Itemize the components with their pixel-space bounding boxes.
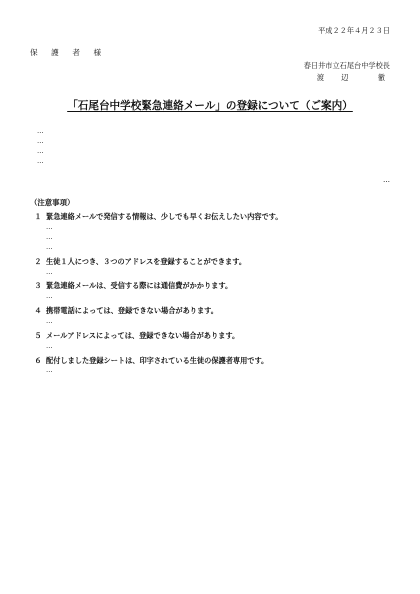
notice-item-text: … <box>46 267 53 276</box>
notice-item-number: ６ <box>34 355 42 365</box>
document-title-text: 「石尾台中学校緊急連絡メール」の登録について（ご案内） <box>67 100 353 113</box>
notice-item-text: … <box>46 242 53 251</box>
notice-item-body <box>46 257 390 278</box>
sender-organization: 春日井市立石尾台中学校長 <box>303 61 390 71</box>
notice-item-text: … <box>46 341 53 350</box>
sender-name: 渡 辺 徹 <box>316 72 390 82</box>
notice-item-number: ２ <box>34 256 42 266</box>
intro-paragraph: … <box>37 137 44 145</box>
notice-item-heading: 配付しました登録シートは、印字されている生徒の保護者専用です。 <box>46 355 269 365</box>
notice-item-heading: メールアドレスによっては、登録できない場合があります。 <box>46 330 240 340</box>
notice-item-body <box>46 356 390 377</box>
notice-item-number: １ <box>34 212 42 222</box>
document-title <box>30 99 390 115</box>
intro-section <box>30 127 390 167</box>
notice-item-body <box>46 212 390 252</box>
sender-block <box>30 60 390 83</box>
notice-item-text: … <box>46 316 53 325</box>
notice-item-text: … <box>46 292 53 301</box>
notice-item-number: ５ <box>34 330 42 340</box>
notice-item-body <box>46 331 390 352</box>
notice-item-text: … <box>46 223 53 232</box>
intro-paragraph: … <box>37 146 44 155</box>
closing-line: … <box>383 175 390 184</box>
notes-list <box>30 212 390 376</box>
notice-item <box>30 331 390 352</box>
addressee: 保 護 者 様 <box>30 47 105 57</box>
notice-item-body <box>46 281 390 302</box>
notice-item <box>30 306 390 327</box>
notice-item-heading: 携帯電話によっては、登録できない場合があります。 <box>46 306 218 316</box>
document-date: 平成２２年４月２３日 <box>318 26 390 35</box>
notice-item-text: … <box>46 366 53 375</box>
notice-item-heading: 緊急連絡メールで発信する情報は、少しでも早くお伝えしたい内容です。 <box>46 212 283 222</box>
notice-item <box>30 356 390 377</box>
intro-paragraph: … <box>37 127 44 136</box>
notice-item-number: ４ <box>34 306 42 316</box>
notice-item-number: ３ <box>34 281 42 291</box>
notice-item <box>30 257 390 278</box>
notice-item <box>30 281 390 302</box>
notice-item-heading: 緊急連絡メールは、受信する際には通信費がかかります。 <box>46 281 233 291</box>
notes-heading: （注意事項） <box>30 198 75 208</box>
intro-paragraph: … <box>37 156 44 165</box>
notice-item-body <box>46 306 390 327</box>
notice-item-text: … <box>46 232 53 241</box>
notice-item <box>30 212 390 252</box>
notice-item-heading: 生徒１人につき、３つのアドレスを登録することができます。 <box>46 256 247 266</box>
